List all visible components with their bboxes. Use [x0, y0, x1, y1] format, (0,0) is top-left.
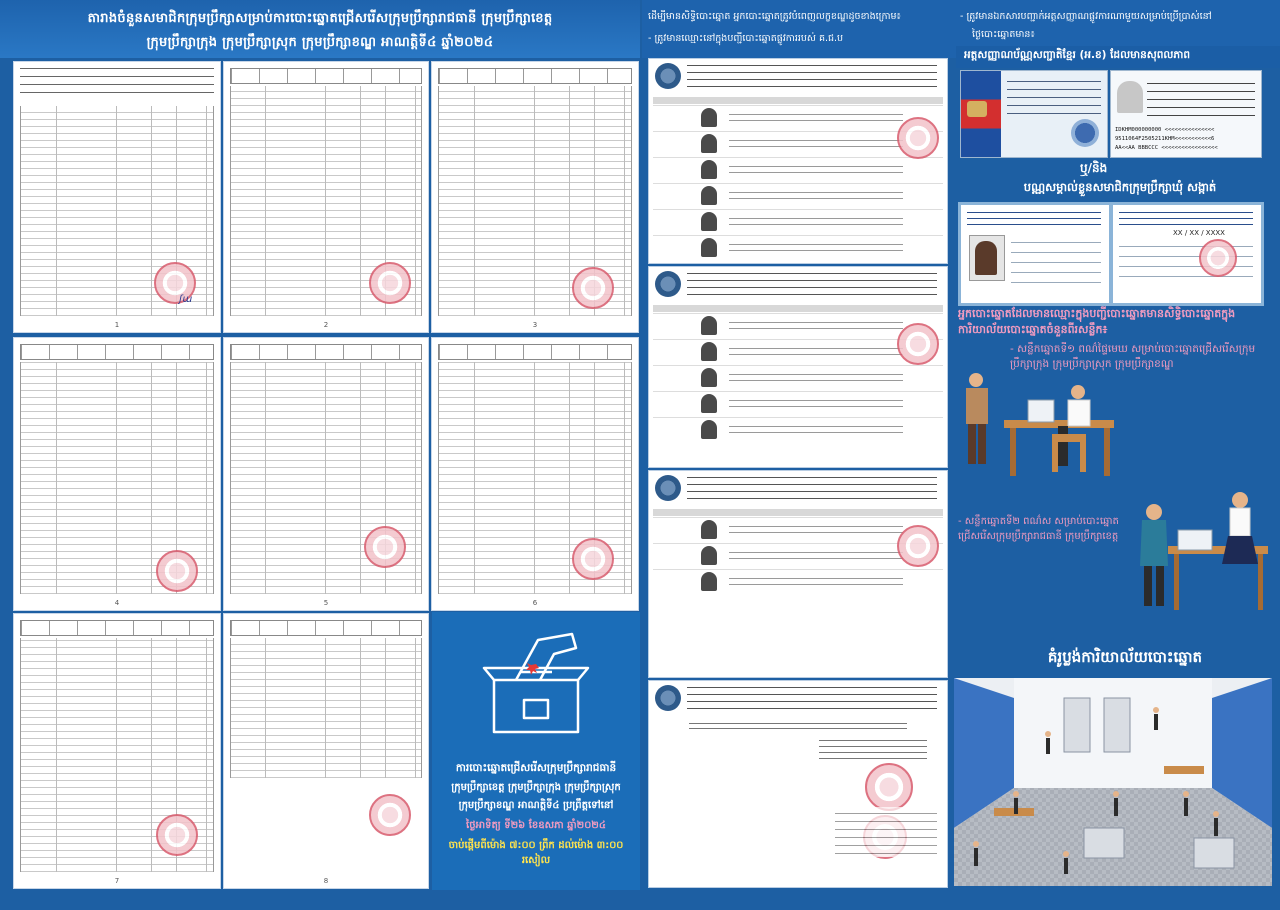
ballot-box-voting-illustration	[1128, 486, 1278, 616]
council-card-date: XX / XX / XXXX	[1173, 229, 1225, 237]
council-sheet-2	[224, 62, 428, 332]
page-number: 2	[323, 321, 329, 329]
ballot-poster	[432, 612, 640, 890]
page-number: 5	[323, 599, 329, 607]
poster-line-1: ការបោះឆ្នោតជ្រើសរើសក្រុមប្រឹក្សារាជធានី	[455, 762, 617, 774]
page-number: 1	[114, 321, 120, 329]
council-sheet-1: ʃɯ 1	[14, 62, 220, 332]
poster-line-3: ក្រុមប្រឹក្សាខណ្ឌ អាណត្តិទី៤ ប្រព្រឹត្តទៅនៅ	[458, 800, 614, 811]
page-number: 8	[323, 877, 329, 885]
polling-station-layout-illustration	[954, 678, 1272, 886]
candidate-list-panel-2	[648, 266, 948, 468]
polling-station-layout-title: គំរូប្លង់ការិយាល័យបោះឆ្នោត	[1047, 648, 1203, 666]
ballot-box-icon	[476, 620, 596, 740]
council-sheet-4	[14, 338, 220, 610]
voter-id-requirement: - ត្រូវមានឯកសារបញ្ជាក់អត្តសញ្ញាណផ្លូវការណាមួយសម្រាប់ប្រើប្រាស់នៅ	[960, 11, 1212, 22]
page-number: 6	[532, 599, 538, 607]
ballot-1-description: - សន្លឹកឆ្នោតទី១ ពណ៌ផ្ទៃមេឃ សម្រាប់បោះឆ្នោតជ្រើសរើសក្រុមប្រឹក្សាក្រុង ក្រុមប្រឹក្សាស្រុក ក្រុមប្រឹក្សាខណ្ឌ	[1010, 343, 1256, 370]
voter-requirement-intro: ដើម្បីមានសិទ្ធិបោះឆ្នោត អ្នកបោះឆ្នោតត្រូវបំពេញលក្ខខណ្ឌដូចខាងក្រោម៖	[648, 11, 901, 22]
id-card-caption: អត្តសញ្ញាណប័ណ្ណសញ្ជាតិខ្មែរ (អ.ខ) ដែលមានសុពលភាព	[964, 49, 1191, 61]
council-card-caption: បណ្ណសម្គាល់ខ្លួនសមាជិកក្រុមប្រឹក្សាឃុំ សង្កាត់	[1023, 180, 1217, 194]
candidate-list-panel-4	[648, 680, 948, 888]
header-band	[0, 0, 640, 58]
page-number: 3	[532, 321, 538, 329]
page-number: 7	[114, 877, 120, 885]
council-member-card-front	[958, 202, 1112, 306]
id-mrz-line-2: 9511064F2505211KHM<<<<<<<<<<<6	[1115, 136, 1215, 142]
voter-at-table-illustration	[958, 362, 1128, 482]
council-sheet-3	[432, 62, 638, 332]
national-id-card-front	[960, 70, 1108, 158]
voter-requirement-list: - ត្រូវមានឈ្មោះនៅក្នុងបញ្ជីបោះឆ្នោតផ្លូវការរបស់ គ.ជ.ប	[648, 33, 844, 44]
page-number: 4	[114, 599, 120, 607]
voter-id-requirement-2: ថ្ងៃបោះឆ្នោតមាន៖	[972, 29, 1035, 40]
council-sheet-5	[224, 338, 428, 610]
or-label: ឬ/និង	[1080, 161, 1108, 175]
national-id-card-back	[1110, 70, 1262, 158]
id-mrz-line-3: AA<<AA BBBCCC <<<<<<<<<<<<<<<<<	[1115, 145, 1218, 151]
poster-date: ថ្ងៃអាទិត្យ ទី២៦ ខែឧសភា ឆ្នាំ២០២៤	[466, 820, 606, 831]
council-member-card-back	[1110, 202, 1264, 306]
council-sheet-7	[14, 614, 220, 888]
candidate-list-panel-3	[648, 470, 948, 678]
page-title-line2: ក្រុមប្រឹក្សាក្រុង ក្រុមប្រឹក្សាស្រុក ក្រុមប្រឹក្សាខណ្ឌ អាណត្តិទី៤ ឆ្នាំ២០២៤	[146, 35, 494, 50]
procedure-intro: អ្នកបោះឆ្នោតដែលមានឈ្មោះក្នុងបញ្ជីបោះឆ្នោតមានសិទ្ធិបោះឆ្នោតក្នុងការិយាល័យបោះឆ្នោតចំនួនពីរសន្លឹក៖	[958, 307, 1236, 336]
council-sheet-6	[432, 338, 638, 610]
page-title-line1: តារាងចំនួនសមាជិកក្រុមប្រឹក្សាសម្រាប់ការបោះឆ្នោតជ្រើសរើសក្រុមប្រឹក្សារាជធានី ក្រុមប្រឹក្សាខេត្ត	[87, 11, 553, 26]
ballot-2-description: - សន្លឹកឆ្នោតទី២ ពណ៌ស សម្រាប់បោះឆ្នោតជ្រើសរើសក្រុមប្រឹក្សារាជធានី ក្រុមប្រឹក្សាខេត្ត	[958, 516, 1119, 542]
council-sheet-8	[224, 614, 428, 888]
poster-time: ចាប់ផ្តើមពីម៉ោង ៧:០០ ព្រឹក ដល់ម៉ោង ៣:០០ រសៀល	[448, 840, 624, 866]
candidate-list-panel-1	[648, 58, 948, 264]
poster-line-2: ក្រុមប្រឹក្សាខេត្ត ក្រុមប្រឹក្សាក្រុង ក្រុមប្រឹក្សាស្រុក	[451, 782, 621, 793]
id-caption-bar	[956, 46, 1280, 68]
id-mrz-line-1: IDKHM000000000 <<<<<<<<<<<<<<<	[1115, 127, 1215, 133]
